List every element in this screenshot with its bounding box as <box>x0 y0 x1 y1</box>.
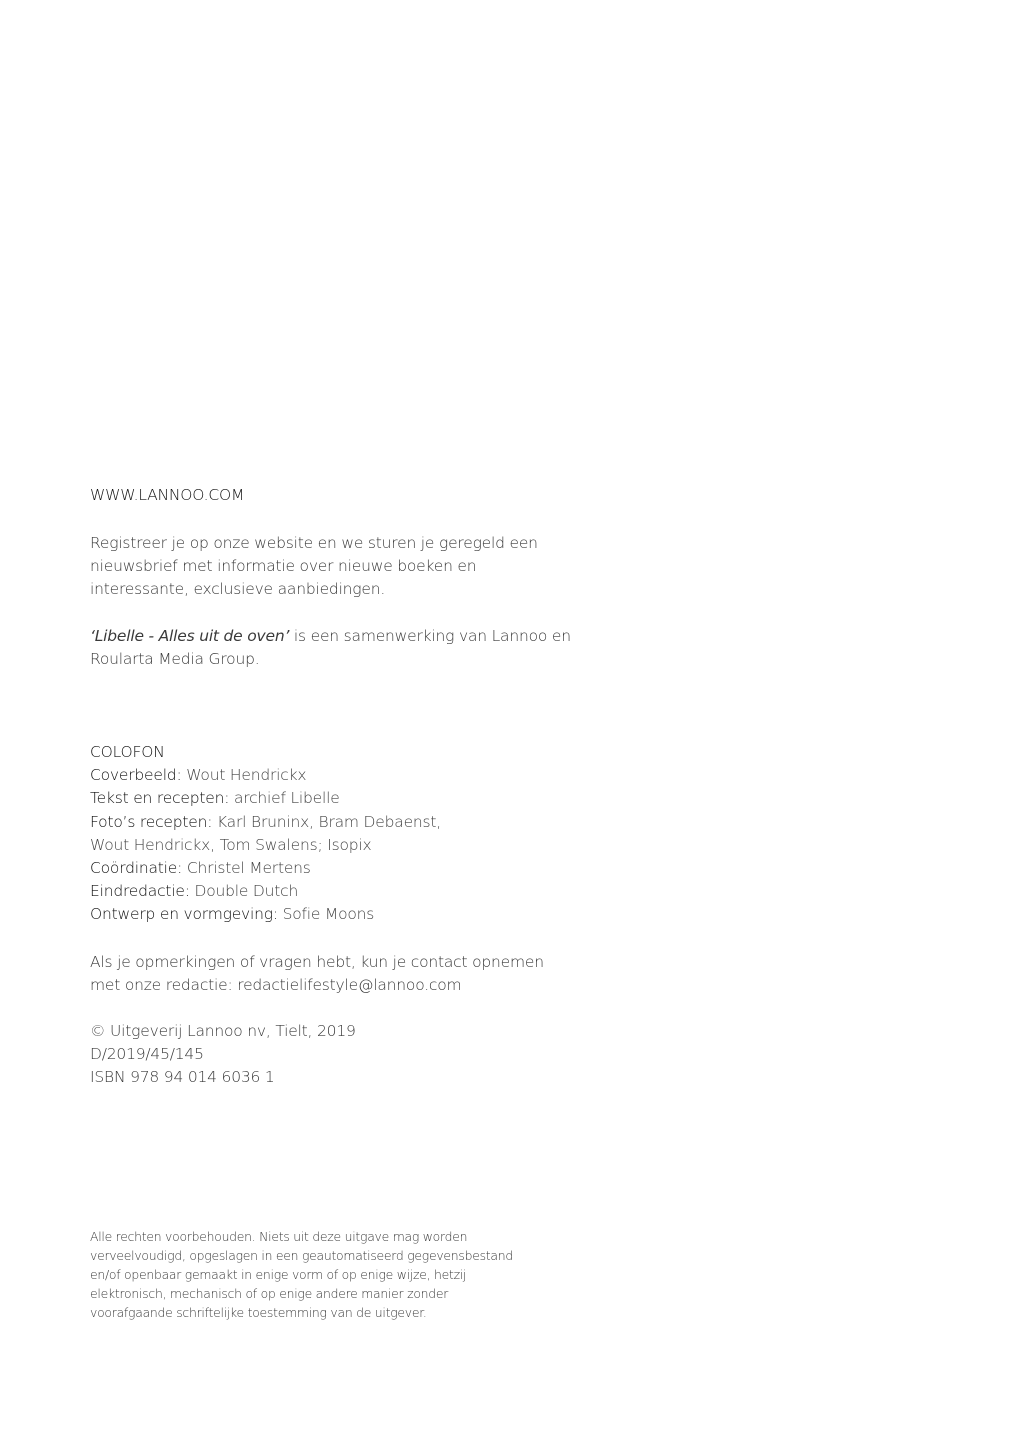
legal-notice <box>90 1227 530 1322</box>
colofon-row-ontwerp <box>90 903 530 926</box>
legal-line: verveelvoudigd, opgeslagen in een geautomatiseerd gegevensbestand <box>90 1248 513 1264</box>
credit-value: Karl Bruninx, Bram Debaenst, <box>212 812 442 831</box>
collaboration-text: is een samenwerking van Lannoo en <box>289 627 571 645</box>
credit-label: Coverbeeld: <box>90 766 182 785</box>
newsletter-paragraph <box>90 532 538 602</box>
contact-paragraph <box>90 951 544 997</box>
legal-line: voorafgaande schriftelijke toestemming van de uitgever. <box>90 1305 427 1321</box>
book-title: ‘Libelle - Alles uit de oven’ <box>90 627 290 645</box>
credit-label: Coördinatie: <box>90 859 183 878</box>
collaboration-paragraph <box>90 625 571 671</box>
colofon-row-tekst <box>90 787 530 810</box>
credit-value: archief Libelle <box>229 789 340 808</box>
credit-value: Sofie Moons <box>277 905 375 924</box>
credit-value: Wout Hendrickx <box>181 766 307 785</box>
contact-line: met onze redactie: redactielifestyle@lannoo.com <box>90 976 462 995</box>
website-text: WWW.LANNOO.COM <box>90 486 245 504</box>
legal-line: elektronisch, mechanisch of op enige andere manier zonder <box>90 1286 449 1302</box>
credit-label: Tekst en recepten: <box>90 789 230 808</box>
newsletter-line: Registreer je op onze website en we sturen je geregeld een <box>90 534 538 552</box>
colofon-section <box>90 741 530 927</box>
credit-label: Eindredactie: <box>90 882 190 901</box>
credit-label: Foto’s recepten: <box>90 812 213 831</box>
contact-line: Als je opmerkingen of vragen hebt, kun je contact opnemen <box>90 953 544 971</box>
colofon-row-coordinatie <box>90 857 530 880</box>
legal-line: Alle rechten voorbehouden. Niets uit deze uitgave mag worden <box>90 1229 468 1244</box>
collaboration-line-2: Roularta Media Group. <box>90 650 260 669</box>
collaboration-line-1 <box>90 625 571 648</box>
colofon-row-eindredactie <box>90 880 530 903</box>
credit-label: Ontwerp en vormgeving: <box>90 905 278 924</box>
copyright-block <box>90 1020 530 1090</box>
legal-line: en/of openbaar gemaakt in enige vorm of op enige wijze, hetzij <box>90 1267 467 1283</box>
website-url <box>90 484 530 507</box>
copyright-line: © Uitgeverij Lannoo nv, Tielt, 2019 <box>90 1022 356 1040</box>
isbn: ISBN 978 94 014 6036 1 <box>90 1068 275 1087</box>
colofon-row-fotos-cont: Wout Hendrickx, Tom Swalens; Isopix <box>90 835 372 854</box>
colofon-row-fotos <box>90 811 530 834</box>
credit-value: Double Dutch <box>189 882 299 901</box>
credit-value: Christel Mertens <box>182 859 311 878</box>
newsletter-line: interessante, exclusieve aanbiedingen. <box>90 580 386 599</box>
colofon-heading: COLOFON <box>90 743 165 761</box>
depot-number: D/2019/45/145 <box>90 1045 204 1064</box>
colofon-row-coverbeeld <box>90 764 530 787</box>
newsletter-line: nieuwsbrief met informatie over nieuwe boeken en <box>90 557 477 576</box>
